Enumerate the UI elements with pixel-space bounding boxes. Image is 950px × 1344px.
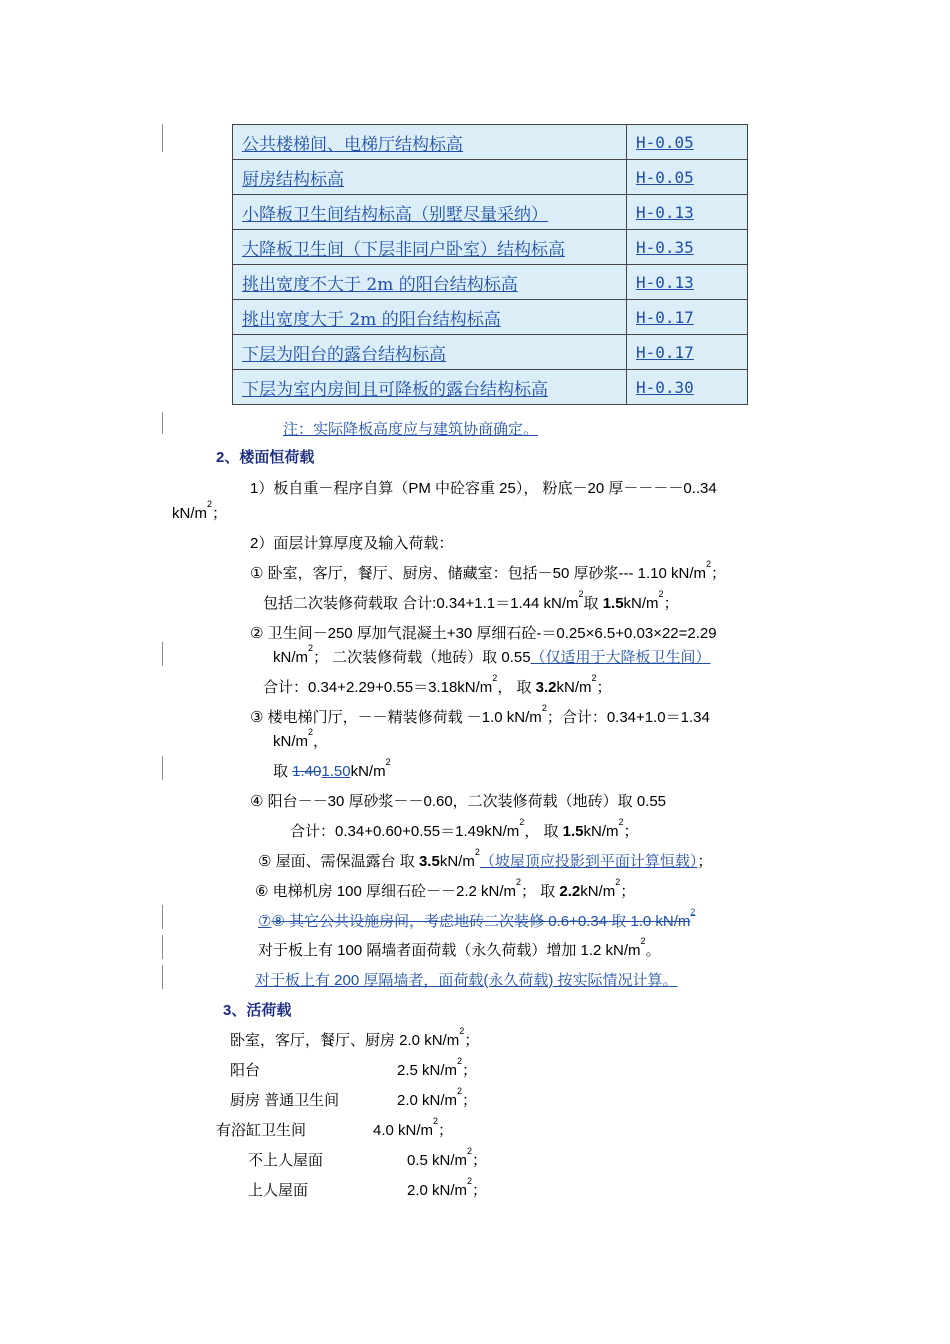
deleted-text: ⑧ 其它公共设施房间，考虑地砖二次装修 0.6+0.34 取 1.0 $kN/m^2$ [271, 907, 696, 930]
text-line: ⑥ 电梯机房 100 厚细石砼－－2.2 $kN/m^2$； 取 $2.2kN/m^2$； [255, 877, 636, 900]
change-bar [162, 642, 163, 666]
text-line: 合计：$0.34+0.60+0.55=1.49kN/m^2$， 取 $1.5kN/m^2$； [290, 817, 639, 840]
level-name: 公共楼梯间、电梯厅结构标高 [233, 125, 627, 160]
live-load-value: 2.0 $kN/m^2$； [397, 1086, 478, 1109]
table-row [233, 195, 748, 230]
level-name: 挑出宽度大于 2m 的阳台结构标高 [233, 300, 627, 335]
text-line: 取 $1.401.50kN/m^2$ [273, 757, 391, 780]
note: 注：实际降板高度应与建筑协商确定。 [283, 421, 539, 438]
live-load-label: 阳台 [230, 1062, 261, 1079]
level-value: H-0.30 [627, 370, 748, 405]
level-value: H-0.35 [627, 230, 748, 265]
text-line [258, 907, 696, 931]
change-bar [162, 905, 163, 929]
text-line: ④ 阳台－－30 厚砂浆－－0.60，二次装修荷载（地砖）取 0.55 [250, 793, 667, 810]
inserted-text: ⑦ [258, 913, 272, 930]
live-load-value: 2.5 $kN/m^2$； [397, 1056, 478, 1079]
inserted-text: 1.50 [321, 763, 351, 780]
text-line: 1）板自重－程序自算（PM 中砼容重 25）， 粉底－20 厚－－－－0..34 [250, 480, 717, 497]
level-name: 下层为室内房间且可降板的露台结构标高 [233, 370, 627, 405]
text-line: 2）面层计算厚度及输入荷载： [250, 535, 454, 552]
live-load-value: 2.0 $kN/m^2$； [407, 1176, 488, 1199]
inserted-text: 对于板上有 200 厚隔墙者，面荷载(永久荷载) 按实际情况计算。 [255, 972, 678, 989]
level-value: H-0.05 [627, 160, 748, 195]
table-row [233, 125, 748, 160]
level-name: 下层为阳台的露台结构标高 [233, 335, 627, 370]
level-name: 小降板卫生间结构标高（别墅尽量采纳） [233, 195, 627, 230]
change-bar [162, 412, 163, 434]
inserted-text: （仅适用于大降板卫生间） [530, 649, 711, 666]
level-name: 大降板卫生间（下层非同户卧室）结构标高 [233, 230, 627, 265]
table-row [233, 265, 748, 300]
level-value: H-0.13 [627, 195, 748, 230]
level-value: H-0.17 [627, 300, 748, 335]
text-line: 包括二次装修荷载取 合计:0.34+1.1＝1.44 $kN/m^2$取 $1.5kN/m^2$； [263, 589, 679, 612]
table-row [233, 230, 748, 265]
level-table [232, 124, 748, 405]
text-line: ③ 楼电梯门厅，－－精装修荷载 －1.0 $kN/m^2$；合计：0.34+1.0＝1.34 [250, 703, 710, 726]
live-load-value: 0.5 $kN/m^2$； [407, 1146, 488, 1169]
change-bar [162, 935, 163, 959]
text-line: 合计：$0.34+2.29+0.55=3.18kN/m^2$， 取 $3.2kN/m^2$； [263, 673, 612, 696]
live-load-label: 上人屋面 [248, 1182, 309, 1199]
live-load-label: 有浴缸卫生间 [216, 1122, 307, 1139]
text-line: $kN/m^2$； 二次装修荷载（地砖）取 0.55（仅适用于大降板卫生间） [273, 643, 711, 666]
live-load-label: 不上人屋面 [248, 1152, 324, 1169]
deleted-text: 1.40 [292, 763, 322, 780]
text-line: ⑤ 屋面、需保温露台 取 $3.5kN/m^2$（坡屋顶应投影到平面计算恒载）； [258, 847, 713, 870]
text-line: ① 卧室，客厅，餐厅、厨房、储藏室：包括－50 厚砂浆--- 1.10 $kN/m^2$； [250, 559, 727, 582]
text-line: $kN/m^2$， [273, 727, 329, 750]
text-line: 对于板上有 100 隔墙者面荷载（永久荷载）增加 1.2 $kN/m^2$。 [258, 936, 661, 959]
live-load-label: 卧室，客厅，餐厅、厨房 2.0 $kN/m^2$； [230, 1026, 480, 1049]
section-heading: 3、活荷载 [223, 1002, 292, 1019]
level-value: H-0.17 [627, 335, 748, 370]
table-row [233, 335, 748, 370]
level-value: H-0.13 [627, 265, 748, 300]
live-load-value: 4.0 $kN/m^2$； [373, 1116, 454, 1139]
table-row [233, 370, 748, 405]
level-name: 挑出宽度不大于 2m 的阳台结构标高 [233, 265, 627, 300]
level-name: 厨房结构标高 [233, 160, 627, 195]
live-load-label: 厨房 普通卫生间 [230, 1092, 340, 1109]
inserted-text: （坡屋顶应投影到平面计算恒载） [479, 853, 698, 870]
change-bar [162, 756, 163, 780]
table-row [233, 300, 748, 335]
level-value: H-0.05 [627, 125, 748, 160]
change-bar [162, 965, 163, 989]
table-row [233, 160, 748, 195]
text-line: $kN/m^2$； [172, 499, 228, 522]
section-heading: 2、楼面恒荷载 [216, 449, 315, 466]
change-bar [162, 124, 163, 152]
text-line: ② 卫生间－250 厚加气混凝土+30 厚细石砼-＝0.25×6.5+0.03×22=2.29 [250, 625, 717, 642]
